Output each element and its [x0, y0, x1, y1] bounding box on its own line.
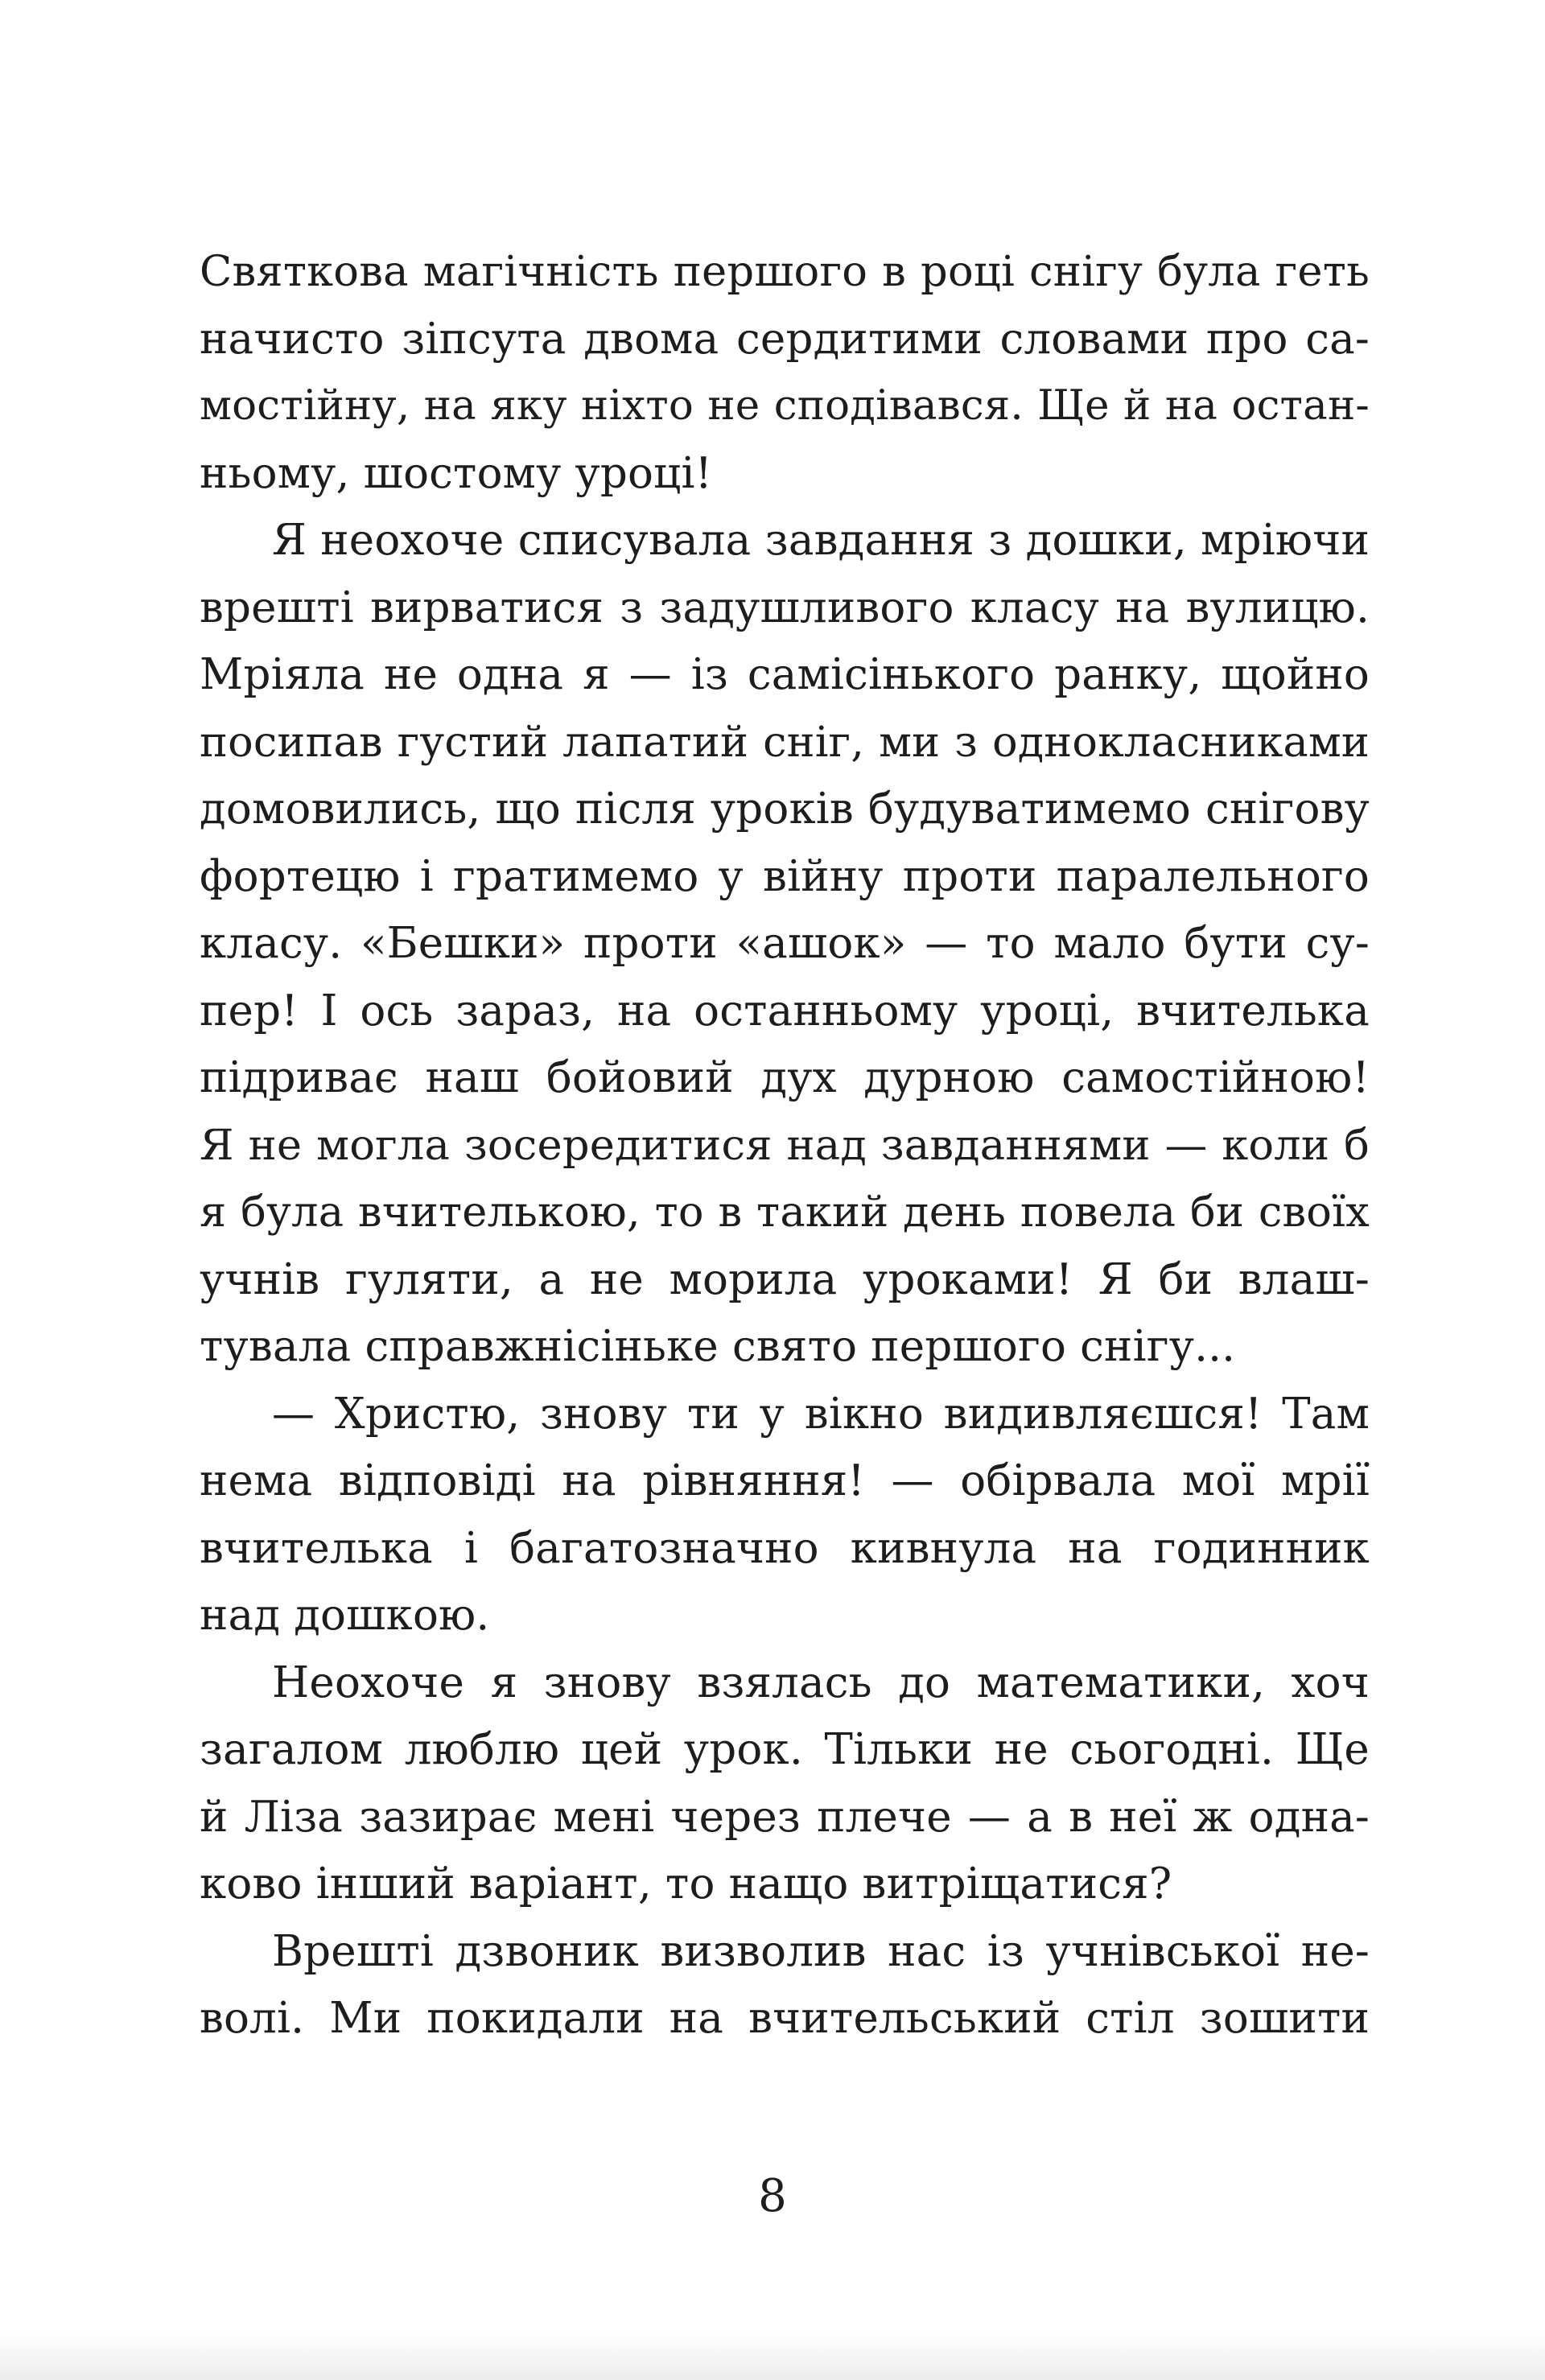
text-line: Врешті дзвоник визволив нас із учнівської не-	[272, 1926, 1370, 1976]
text-line: мостійну, на яку ніхто не сподівався. Ще й на остан-	[200, 381, 1370, 430]
text-line: я була вчителькою, то в такий день повела би своїх	[200, 1188, 1370, 1237]
text-line: волі. Ми покидали на вчительський стіл зошити	[200, 1994, 1370, 2043]
text-line: — Христю, знову ти у вікно видивляєшся! Там	[272, 1389, 1370, 1439]
text-line: учнів гуляти, а не морила уроками! Я би влаш-	[200, 1254, 1370, 1304]
text-line: Неохоче я знову взялась до математики, хоч	[272, 1657, 1370, 1707]
paragraph	[200, 1381, 1370, 1649]
text-line: Я неохоче списувала завдання з дошки, мріючи	[272, 516, 1370, 565]
paragraph	[200, 1649, 1370, 1918]
text-line: домовились, що після уроків будуватимемо снігову	[200, 784, 1370, 834]
paragraph	[200, 507, 1370, 1381]
text-line: пер! І ось зараз, на останньому уроці, вчителька	[200, 986, 1370, 1036]
text-line: нема відповіді на рівняння! — обірвала мої мрії	[200, 1456, 1370, 1505]
text-line: й Ліза зазирає мені через плече — а в неї ж одна-	[200, 1792, 1370, 1842]
text-line: підриває наш бойовий дух дурною самостійною!	[200, 1053, 1370, 1102]
text-line: тувала справжнісіньке свято першого снігу...	[200, 1322, 1236, 1371]
paragraph	[200, 1918, 1370, 2053]
text-line: посипав густий лапатий сніг, ми з однокласниками	[200, 717, 1370, 767]
text-line: класу. «Бешки» проти «ашок» — то мало бути су-	[200, 919, 1370, 968]
paragraph	[200, 238, 1370, 507]
body-text	[200, 238, 1370, 2053]
text-line: начисто зіпсута двома сердитими словами про са-	[200, 314, 1370, 364]
page-number: 8	[758, 2170, 787, 2222]
text-line: над дошкою.	[200, 1591, 490, 1640]
text-line: ньому, шостому уроці!	[200, 448, 713, 498]
text-line: загалом люблю цей урок. Тільки не сьогодні. Ще	[200, 1725, 1370, 1774]
text-line: Мріяла не одна я — із самісінького ранку, щойно	[200, 650, 1370, 699]
page-edge-shadow	[0, 2332, 1545, 2380]
text-line: фортецю і гратимемо у війну проти паралельного	[200, 851, 1370, 901]
text-line: вчителька і багатозначно кивнула на годинник	[200, 1523, 1370, 1573]
text-line: ково інший варіант, то нащо витріщатися?	[200, 1859, 1172, 1909]
text-line: Святкова магічність першого в році снігу була геть	[200, 247, 1370, 296]
text-line: Я не могла зосередитися над завданнями — коли б	[200, 1120, 1370, 1170]
text-line: врешті вирватися з задушливого класу на вулицю.	[200, 583, 1370, 632]
